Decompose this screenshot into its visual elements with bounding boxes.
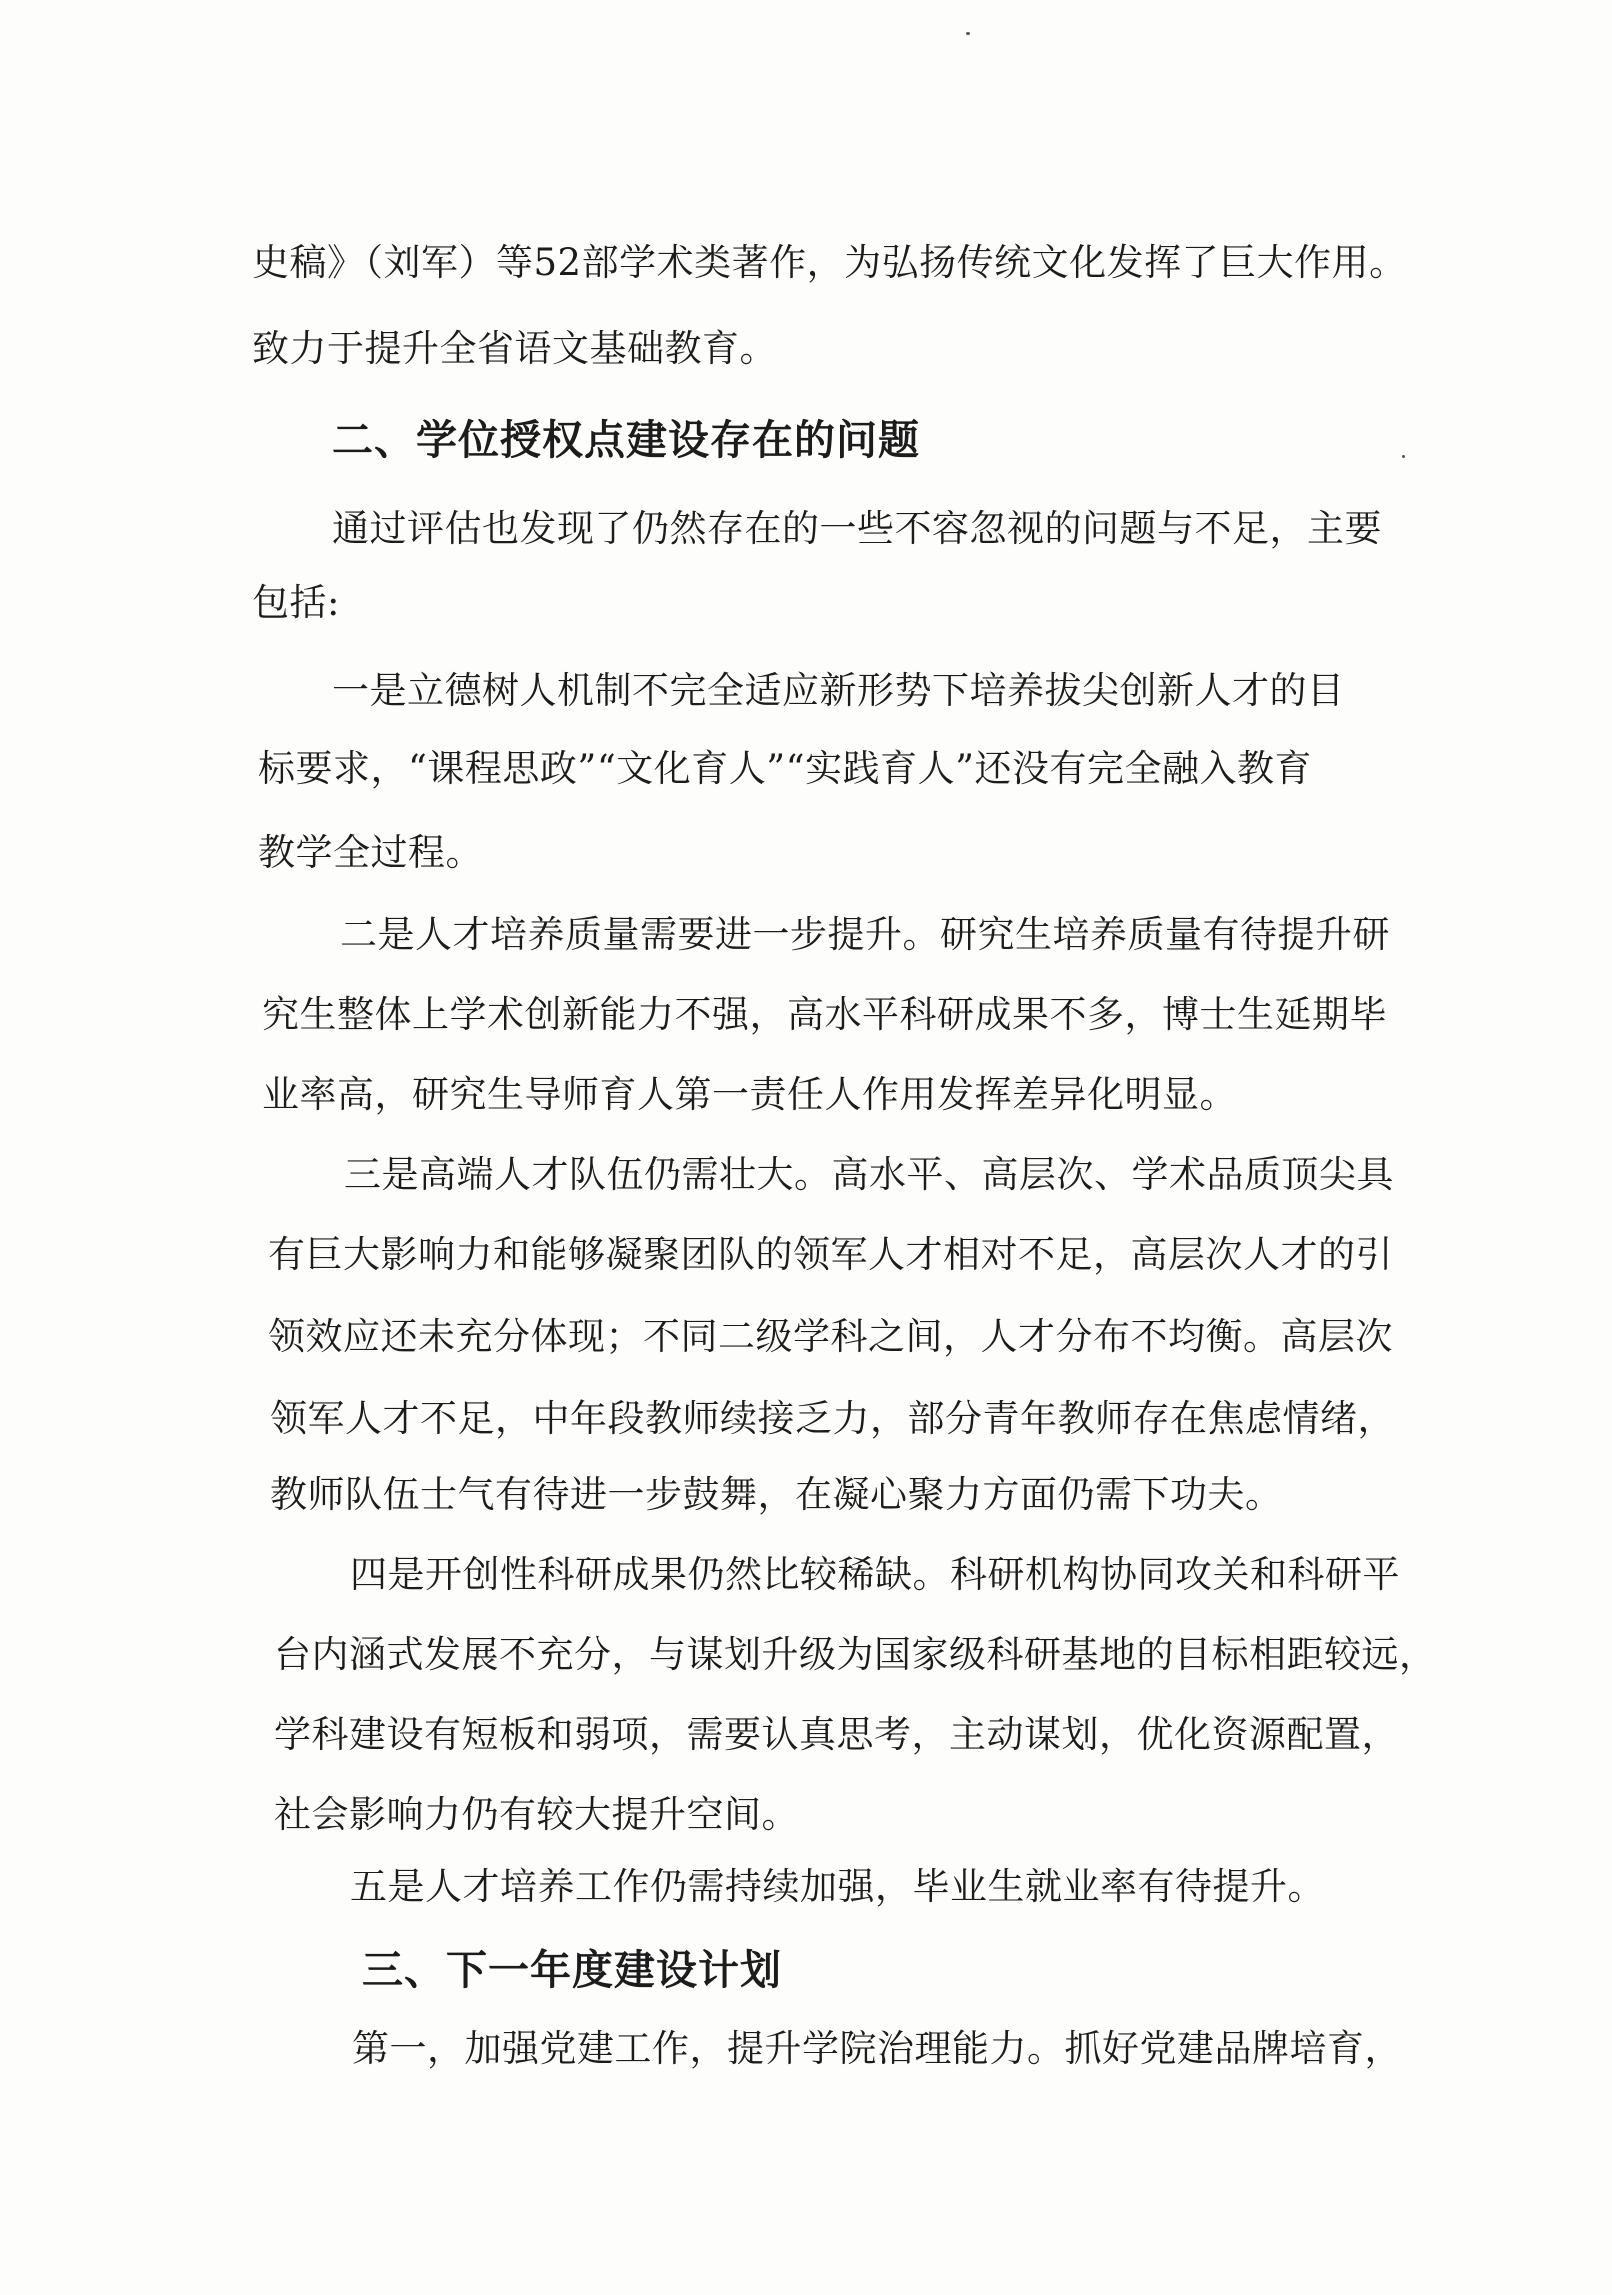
paragraph-line: 三是高端人才队伍仍需壮大。高水平、高层次、学术品质顶尖具 — [344, 1153, 1394, 1196]
paragraph-line: 学科建设有短板和弱项，需要认真思考，主动谋划，优化资源配置， — [274, 1713, 1399, 1756]
paragraph-line: 史稿》（刘军）等52部学术类著作，为弘扬传统文化发挥了巨大作用。 — [252, 241, 1407, 284]
paragraph-line: 第一，加强党建工作，提升学院治理能力。抓好党建品牌培育， — [352, 2027, 1402, 2070]
paragraph-line: 通过评估也发现了仍然存在的一些不容忽视的问题与不足，主要 — [332, 507, 1382, 550]
paragraph-line: 包括: — [252, 581, 340, 624]
paragraph-line: 究生整体上学术创新能力不强，高水平科研成果不多，博士生延期毕 — [262, 993, 1387, 1036]
paragraph-line: 教师队伍士气有待进一步鼓舞，在凝心聚力方面仍需下功夫。 — [270, 1473, 1283, 1516]
section-heading: 三、下一年度建设计划 — [362, 1946, 782, 1994]
paragraph-line: 社会影响力仍有较大提升空间。 — [274, 1793, 799, 1836]
paragraph-line: 一是立德树人机制不完全适应新形势下培养拔尖创新人才的目 — [332, 669, 1345, 712]
paragraph-line: 致力于提升全省语文基础教育。 — [252, 327, 777, 370]
paragraph-line: 领效应还未充分体现；不同二级学科之间，人才分布不均衡。高层次 — [268, 1315, 1393, 1358]
paragraph-line: 有巨大影响力和能够凝聚团队的领军人才相对不足，高层次人才的引 — [268, 1233, 1393, 1276]
paragraph-line: 五是人才培养工作仍需持续加强，毕业生就业率有待提升。 — [350, 1865, 1325, 1908]
scan-speck — [1402, 455, 1405, 458]
scan-speck — [966, 32, 970, 35]
paragraph-line: 四是开创性科研成果仍然比较稀缺。科研机构协同攻关和科研平 — [350, 1553, 1400, 1596]
paragraph-line: 台内涵式发展不充分，与谋划升级为国家级科研基地的目标相距较远， — [274, 1633, 1437, 1676]
paragraph-line: 二是人才培养质量需要进一步提升。研究生培养质量有待提升研 — [340, 913, 1390, 956]
paragraph-line: 教学全过程。 — [258, 831, 483, 874]
paragraph-line: 标要求，“课程思政”“文化育人”“实践育人”还没有完全融入教育 — [258, 747, 1312, 790]
paragraph-line: 领军人才不足，中年段教师续接乏力，部分青年教师存在焦虑情绪， — [270, 1397, 1395, 1440]
paragraph-line: 业率高，研究生导师育人第一责任人作用发挥差异化明显。 — [262, 1073, 1237, 1116]
section-heading: 二、学位授权点建设存在的问题 — [332, 416, 920, 464]
